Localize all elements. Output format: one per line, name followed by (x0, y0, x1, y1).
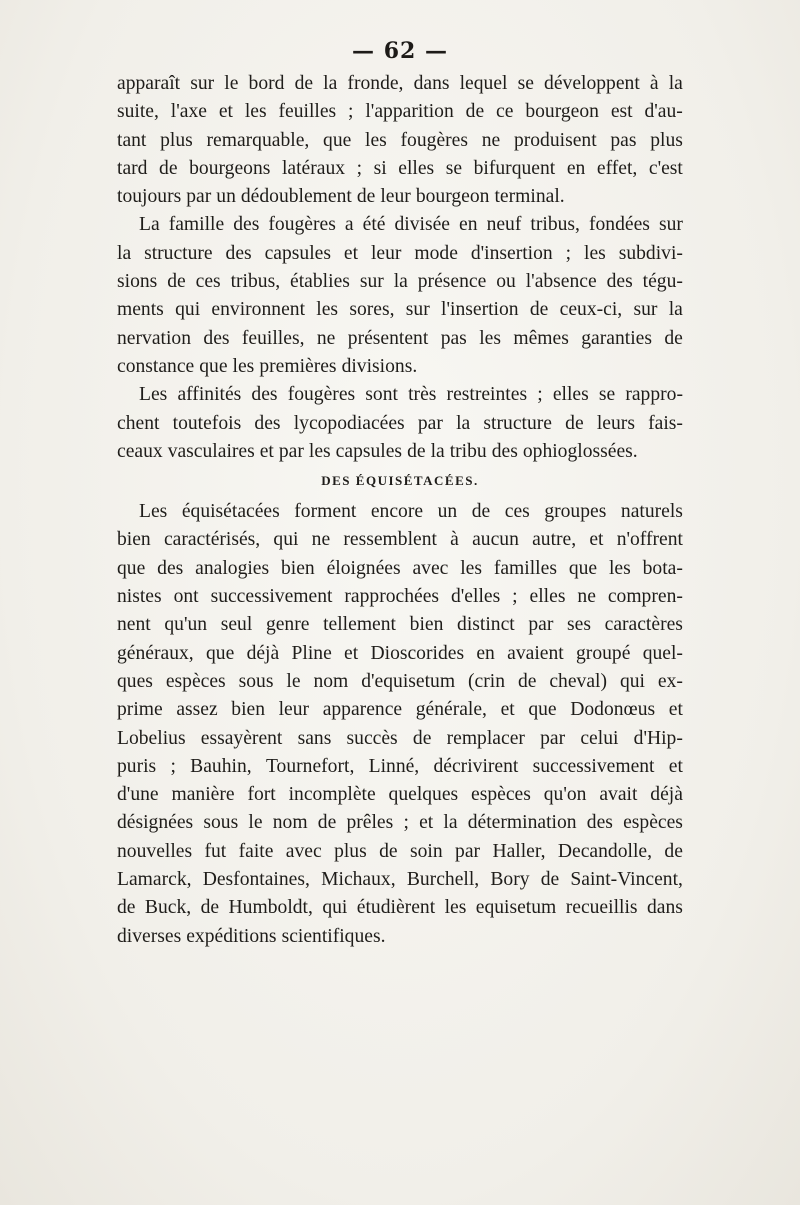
text-line: ceaux vasculaires et par les capsules de la tribu des ophioglossées. (117, 440, 638, 462)
paragraph (117, 211, 683, 381)
text-line: suite, l'axe et les feuilles ; l'apparition de ce bourgeon est d'au- (117, 101, 683, 123)
text-line: bien caractérisés, qui ne ressemblent à aucun autre, et n'offrent (117, 529, 683, 551)
text-line: Les équisétacées forment encore un de ces groupes naturels (139, 501, 683, 523)
text-line: la structure des capsules et leur mode d'insertion ; les subdivi- (117, 242, 683, 264)
text-line: d'une manière fort incomplète quelques espèces qu'on avait déjà (117, 784, 683, 806)
text-line: diverses expéditions scientifiques. (117, 925, 386, 947)
text-line: toujours par un dédoublement de leur bourgeon terminal. (117, 186, 565, 208)
text-line: que des analogies bien éloignées avec les familles que les bota- (117, 557, 683, 579)
text-line: de Buck, de Humboldt, qui étudièrent les equisetum recueillis dans (117, 897, 683, 919)
page-number: — 62 — (352, 38, 448, 64)
paragraph (117, 498, 683, 951)
text-line: Lobelius essayèrent sans succès de remplacer par celui d'Hip- (117, 727, 683, 749)
text-line: nistes ont successivement rapprochées d'elles ; elles ne compren- (117, 586, 683, 608)
text-line: nouvelles fut faite avec plus de soin par Haller, Decandolle, de (117, 840, 683, 862)
paragraph (117, 381, 683, 466)
text-line: Lamarck, Desfontaines, Michaux, Burchell, Bory de Saint-Vincent, (117, 869, 683, 891)
text-line: nent qu'un seul genre tellement bien distinct par ses caractères (117, 614, 683, 636)
text-line: apparaît sur le bord de la fronde, dans lequel se développent à la (117, 73, 683, 94)
text-line: ques espèces sous le nom d'equisetum (crin de cheval) qui ex- (117, 670, 683, 692)
text-line: désignées sous le nom de prêles ; et la détermination des espèces (117, 812, 683, 834)
text-line: tard de bourgeons latéraux ; si elles se bifurquent en effet, c'est (117, 157, 683, 179)
text-line: puris ; Bauhin, Tournefort, Linné, décrivirent successivement et (117, 755, 683, 777)
text-line: Les affinités des fougères sont très restreintes ; elles se rappro- (139, 384, 683, 406)
text-line: sions de ces tribus, établies sur la présence ou l'absence des tégu- (117, 271, 683, 293)
text-line: constance que les premières divisions. (117, 355, 418, 377)
section-heading: DES ÉQUISÉTACÉES. (321, 473, 479, 489)
text-line: nervation des feuilles, ne présentent pas les mêmes garanties de (117, 327, 683, 349)
paragraph (117, 70, 683, 211)
text-line: tant plus remarquable, que les fougères ne produisent pas plus (117, 129, 683, 151)
body-text (117, 70, 683, 951)
text-line: prime assez bien leur apparence générale, et que Dodonœus et (117, 699, 683, 721)
text-line: chent toutefois des lycopodiacées par la structure de leurs fais- (117, 412, 683, 434)
text-line: généraux, que déjà Pline et Dioscorides en avaient groupé quel- (117, 642, 683, 664)
text-line: ments qui environnent les sores, sur l'insertion de ceux-ci, sur la (117, 299, 683, 321)
text-line: La famille des fougères a été divisée en neuf tribus, fondées sur (139, 214, 683, 236)
